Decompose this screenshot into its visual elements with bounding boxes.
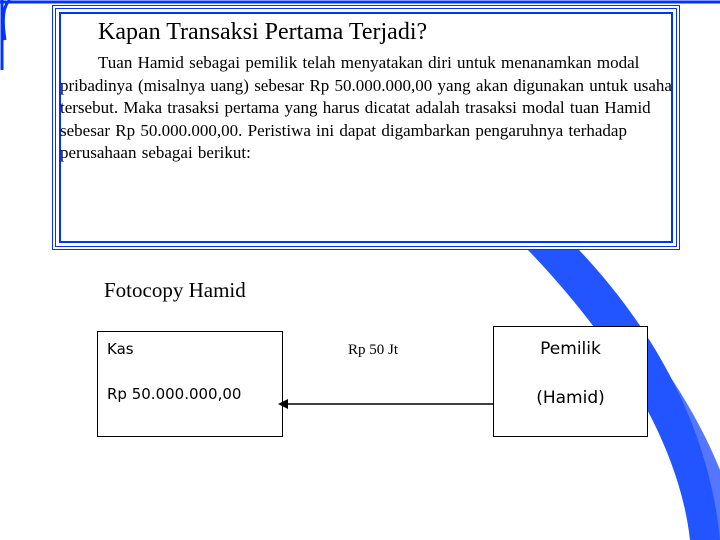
kas-box [97, 331, 283, 437]
owner-box [493, 326, 648, 437]
transfer-arrow [278, 396, 498, 412]
body-paragraph: Tuan Hamid sebagai pemilik telah menyatakan diri untuk menanamkan modal pribadinya (misalnya uang) sebesar Rp 50.000.000,00 yang akan digunakan untuk usaha tersebut. Maka trasaksi pertama yang harus dicatat adalah trasaksi modal tuan Hamid sebesar Rp 50.000.000,00. Peristiwa ini dapat digambarkan pengaruhnya terhadap perusahaan sebagai berikut: [60, 53, 672, 162]
transfer-amount-label: Rp 50 Jt [348, 342, 399, 358]
caption-fotocopy: Fotocopy Hamid [104, 278, 246, 302]
kas-label: Kas [107, 340, 134, 358]
kas-value: Rp 50.000.000,00 [107, 385, 242, 403]
owner-label: Pemilik [540, 339, 601, 359]
slide-title: Kapan Transaksi Pertama Terjadi? [98, 19, 428, 45]
owner-name: (Hamid) [536, 388, 605, 408]
